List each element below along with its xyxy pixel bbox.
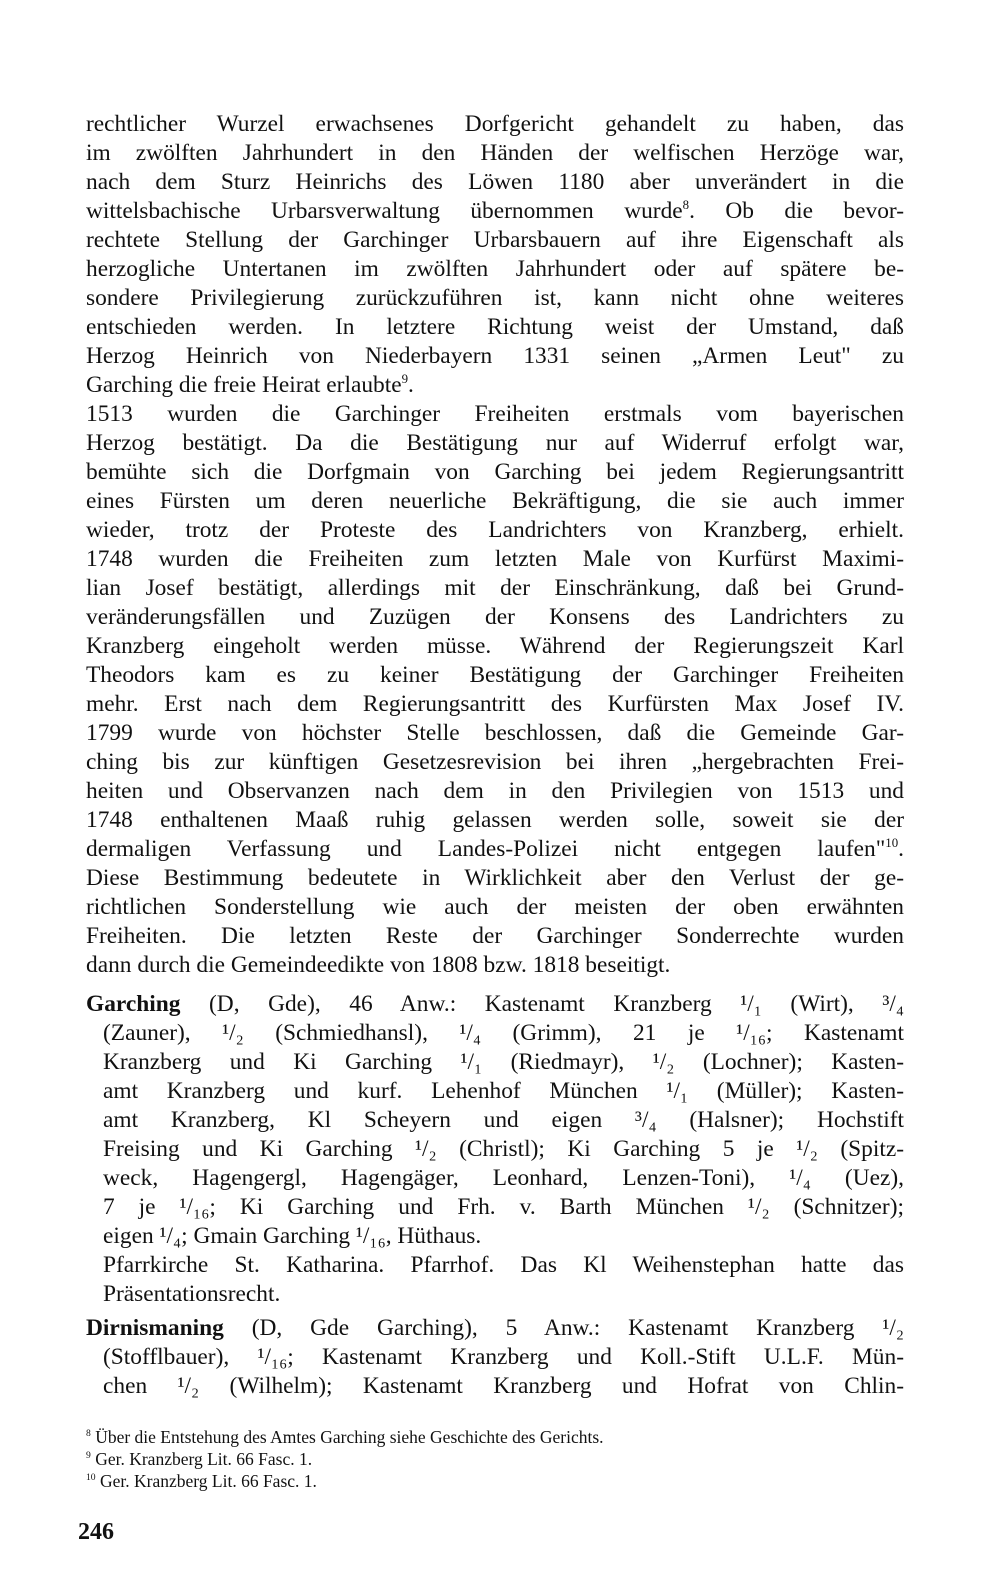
text-line: wieder, trotz der Proteste des Landrichters von Kranzberg, erhielt. [86,517,904,543]
text-line: Theodors kam es zu keiner Bestätigung der Garchinger Freiheiten [86,662,904,688]
text-line: sondere Privilegierung zurückzuführen ist, kann nicht ohne weiteres [86,285,904,311]
text-line: heiten und Observanzen nach dem in den Privilegien von 1513 und [86,778,904,804]
footnote: $^8$ Über die Entstehung des Amtes Garching siehe Geschichte des Gerichts. [86,1427,604,1447]
footnote-number: 9 [86,1450,91,1462]
text-line: Kranzberg eingeholt werden müsse. Während der Regierungszeit Karl [86,633,904,659]
text-line: rechtlicher Wurzel erwachsenes Dorfgericht gehandelt zu haben, das [86,111,904,137]
text-line: eines Fürsten um deren neuerliche Bekräftigung, die sie auch immer [86,488,904,514]
entry-headword: Dirnismaning [86,1315,224,1341]
footnote-ref[interactable]: 10 [885,836,899,851]
entry-line: chen ¹/₂ (Wilhelm); Kastenamt Kranzberg und Hofrat von Chlin- [103,1373,904,1399]
entry-line: (Stofflbauer), ¹/₁₆; Kastenamt Kranzberg und Koll.-Stift U.L.F. Mün- [103,1344,904,1370]
text-line: Diese Bestimmung bedeutete in Wirklichkeit aber den Verlust der ge- [86,865,904,891]
text-line: 1513 wurden die Garchinger Freiheiten erstmals vom bayerischen [86,401,904,427]
entry-line: Präsentationsrecht. [103,1281,281,1307]
text-line: 1799 wurde von höchster Stelle beschlossen, daß die Gemeinde Gar- [86,720,904,746]
entry-line: Pfarrkirche St. Katharina. Pfarrhof. Das Kl Weihenstephan hatte das [103,1252,904,1278]
text-line: veränderungsfällen und Zuzügen der Konsens des Landrichters zu [86,604,904,630]
text-line: 1748 enthaltenen Maaß ruhig gelassen werden solle, soweit sie der [86,807,904,833]
footnote-ref[interactable]: 8 [682,198,690,213]
entry-line: amt Kranzberg, Kl Scheyern und eigen ³/₄ (Halsner); Hochstift [103,1107,904,1133]
text-line: wittelsbachische Urbarsverwaltung übernommen wurde$^8$. Ob die bevor- [86,198,904,224]
entry-line: amt Kranzberg und kurf. Lehenhof München ¹/₁ (Müller); Kasten- [103,1078,904,1104]
footnote: $^{10}$ Ger. Kranzberg Lit. 66 Fasc. 1. [86,1471,317,1491]
entry-line: weck, Hagengergl, Hagengäger, Leonhard, Lenzen-Toni), ¹/₄ (Uez), [103,1165,904,1191]
text-line: Freiheiten. Die letzten Reste der Garchinger Sonderrechte wurden [86,923,904,949]
text-line: Herzog Heinrich von Niederbayern 1331 seinen „Armen Leut" zu [86,343,904,369]
text-line: Herzog bestätigt. Da die Bestätigung nur auf Widerruf erfolgt war, [86,430,904,456]
footnotes [86,1426,886,1492]
entry-line: eigen ¹/₄; Gmain Garching ¹/₁₆, Hüthaus. [103,1223,482,1249]
text-line: lian Josef bestätigt, allerdings mit der Einschränkung, daß bei Grund- [86,575,904,601]
text-line: rechtete Stellung der Garchinger Urbarsbauern auf ihre Eigenschaft als [86,227,904,253]
page-number: 246 [78,1519,114,1545]
footnote: $^9$ Ger. Kranzberg Lit. 66 Fasc. 1. [86,1449,313,1469]
entry-garching [86,990,904,1309]
entry-line: Dirnismaning (D, Gde Garching), 5 Anw.: Kastenamt Kranzberg ¹/₂ [86,1315,904,1341]
text-line: bemühte sich die Dorfgmain von Garching bei jedem Regierungsantritt [86,459,904,485]
footnote-number: 10 [86,1472,96,1484]
text-line: mehr. Erst nach dem Regierungsantritt des Kurfürsten Max Josef IV. [86,691,904,717]
text-line: richtlichen Sonderstellung wie auch der meisten der oben erwähnten [86,894,904,920]
entry-line: 7 je ¹/₁₆; Ki Garching und Frh. v. Barth München ¹/₂ (Schnitzer); [103,1194,904,1220]
entry-dirnismaning [86,1314,904,1401]
text-line: herzogliche Untertanen im zwölften Jahrhundert oder auf spätere be- [86,256,904,282]
entry-line: Freising und Ki Garching ¹/₂ (Christl); Ki Garching 5 je ¹/₂ (Spitz- [103,1136,904,1162]
body-text [86,110,904,980]
entry-line: Garching (D, Gde), 46 Anw.: Kastenamt Kranzberg ¹/₁ (Wirt), ³/₄ [86,991,904,1017]
text-line: dann durch die Gemeindeedikte von 1808 bzw. 1818 beseitigt. [86,952,671,978]
text-line: ching bis zur künftigen Gesetzesrevision bei ihren „hergebrachten Frei- [86,749,904,775]
text-line: nach dem Sturz Heinrichs des Löwen 1180 aber unverändert in die [86,169,904,195]
text-line: 1748 wurden die Freiheiten zum letzten Male von Kurfürst Maximi- [86,546,904,572]
text-line: im zwölften Jahrhundert in den Händen der welfischen Herzöge war, [86,140,904,166]
text-line: Garching die freie Heirat erlaubte$^9$. [86,372,414,398]
text-line: entschieden werden. In letztere Richtung weist der Umstand, daß [86,314,904,340]
text-line: dermaligen Verfassung und Landes-Polizei nicht entgegen laufen"$^{10}$. [86,836,904,862]
footnote-ref[interactable]: 9 [401,372,409,387]
entry-line: Kranzberg und Ki Garching ¹/₁ (Riedmayr), ¹/₂ (Lochner); Kasten- [103,1049,904,1075]
footnote-number: 8 [86,1428,91,1440]
entry-headword: Garching [86,991,181,1017]
entry-line: (Zauner), ¹/₂ (Schmiedhansl), ¹/₄ (Grimm), 21 je ¹/₁₆; Kastenamt [103,1020,904,1046]
